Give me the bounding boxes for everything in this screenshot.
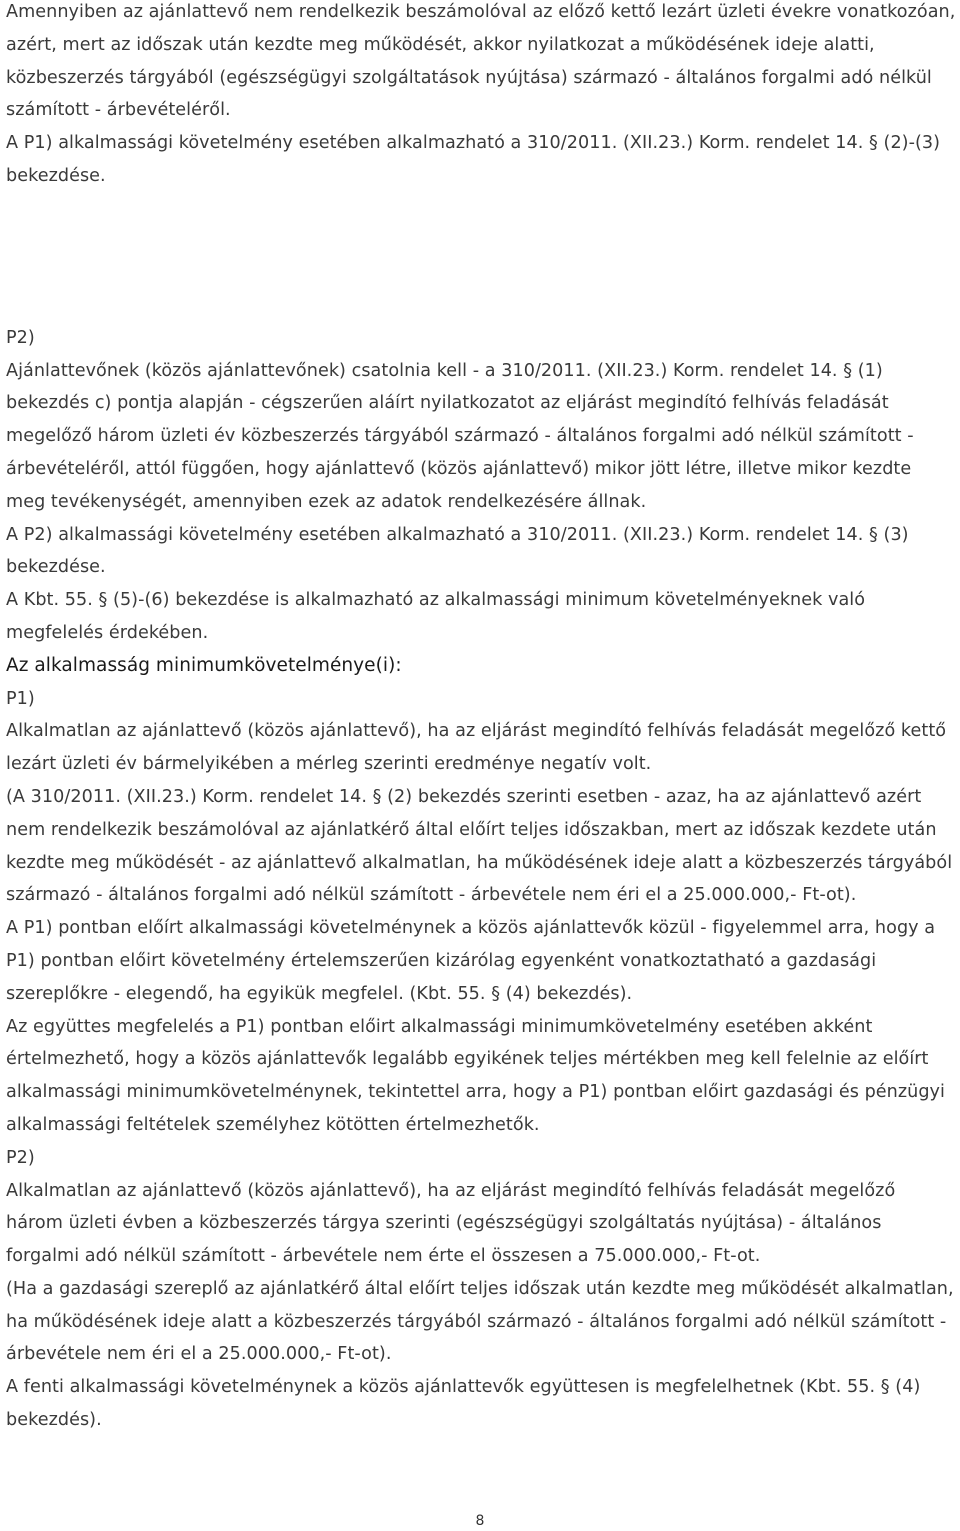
p1-text-3: A P1) pontban előírt alkalmassági követelménynek a közös ajánlattevők közül - figyelemmel arra, hogy a P1) pontban előirt követelmény értelemszerűen kizárólag egyenként vonatkoztatható a gazdasági szereplőkre - elegendő, ha egyikük megfelel. (Kbt. 55. § (4) bekezdés). [6, 918, 936, 1004]
page-number: 8 [475, 1513, 485, 1529]
p1-text-1: Alkalmatlan az ajánlattevő (közös ajánlattevő), ha az eljárást megindító felhívás feladását megelőző kettő lezárt üzleti év bármelyikében a mérleg szerinti eredménye negatív volt. [6, 721, 947, 775]
section-spacer [6, 193, 956, 322]
p1-text-4: Az együttes megfelelés a P1) pontban előirt alkalmassági minimumkövetelmény esetében akként értelmezhető, hogy a közös ajánlattevők legalább egyikének teljes mértékben meg kell felelnie az előírt alkalmassági minimumkövetelménynek, tekintettel arra, hogy a P1) pontban előirt gazdasági és pénzügyi alkalmassági feltételek személyhez kötötten értelmezhetők. [6, 1016, 945, 1135]
p2-text-1: Alkalmatlan az ajánlattevő (közös ajánlattevő), ha az eljárást megindító felhívás feladását megelőző három üzleti évben a közbeszerzés tárgya szerinti (egészségügyi szolgáltatás nyújtása) - általános forgalmi adó nélkül számított - árbevétele nem érte el összesen a 75.000.000,- Ft-ot. [6, 1180, 896, 1267]
intro-paragraph-2: A P1) alkalmassági követelmény esetében alkalmazható a 310/2011. (XII.23.) Korm. rendelet 14. § (2)-(3) bekezdése. [6, 133, 941, 186]
minimum-requirements-heading: Az alkalmasság minimumkövetelménye(i): [6, 654, 402, 676]
p2-section-paragraph-3: A Kbt. 55. § (5)-(6) bekezdése is alkalmazható az alkalmassági minimum követelményeknek való megfelelés érdekében. [6, 590, 866, 643]
p1-text-2: (A 310/2011. (XII.23.) Korm. rendelet 14. § (2) bekezdés szerinti esetben - azaz, ha az ajánlattevő azért nem rendelkezik beszámolóval az ajánlatkérő által előírt teljes időszakban, mert az időszak kezdete után kezdte meg működését - az ajánlattevő alkalmatlan, ha működésének ideje alatt a közbeszerzés tárgyából származó - általános forgalmi adó nélkül számított - árbevétele nem éri el a 25.000.000,- Ft-ot). [6, 786, 953, 906]
p2-text-3: A fenti alkalmassági követelménynek a közös ajánlattevők együttesen is megfelelhetnek (Kbt. 55. § (4) bekezdés). [6, 1377, 921, 1431]
p2-section-paragraph-1: Ajánlattevőnek (közös ajánlattevőnek) csatolnia kell - a 310/2011. (XII.23.) Korm. rendelet 14. § (1) bekezdés c) pontja alapján - cégszerűen aláírt nyilatkozatot az eljárást megindító felhívás feladását megelőző három üzleti év közbeszerzés tárgyából származó - általános forgalmi adó nélkül számított - árbevételéről, attól függően, hogy ajánlattevő (közös ajánlattevő) mikor jött létre, illetve mikor kezdte meg tevékenységét, amennyiben ezek az adatok rendelkezésére állnak. [6, 360, 914, 512]
intro-paragraph-1: Amennyiben az ajánlattevő nem rendelkezik beszámolóval az előző kettő lezárt üzleti évekre vonatkozóan, azért, mert az időszak után kezdte meg működését, akkor nyilatkozat a működésének ideje alatti, közbeszerzés tárgyából (egészségügyi szolgáltatások nyújtása) származó - általános forgalmi adó nélkül számított - árbevételéről. [6, 2, 956, 121]
document-page [6, 0, 956, 1437]
p2-label: P2) [6, 1147, 35, 1168]
p2-text-2: (Ha a gazdasági szereplő az ajánlatkérő által előírt teljes időszak után kezdte meg működését alkalmatlan, ha működésének ideje alatt a közbeszerzés tárgyából származó - általános forgalmi adó nélkül számított - árbevétele nem éri el a 25.000.000,- Ft-ot). [6, 1278, 954, 1365]
p1-label: P1) [6, 688, 35, 709]
p2-section-paragraph-2: A P2) alkalmassági követelmény esetében alkalmazható a 310/2011. (XII.23.) Korm. rendelet 14. § (3) bekezdése. [6, 524, 909, 578]
p2-section-label: P2) [6, 327, 35, 348]
